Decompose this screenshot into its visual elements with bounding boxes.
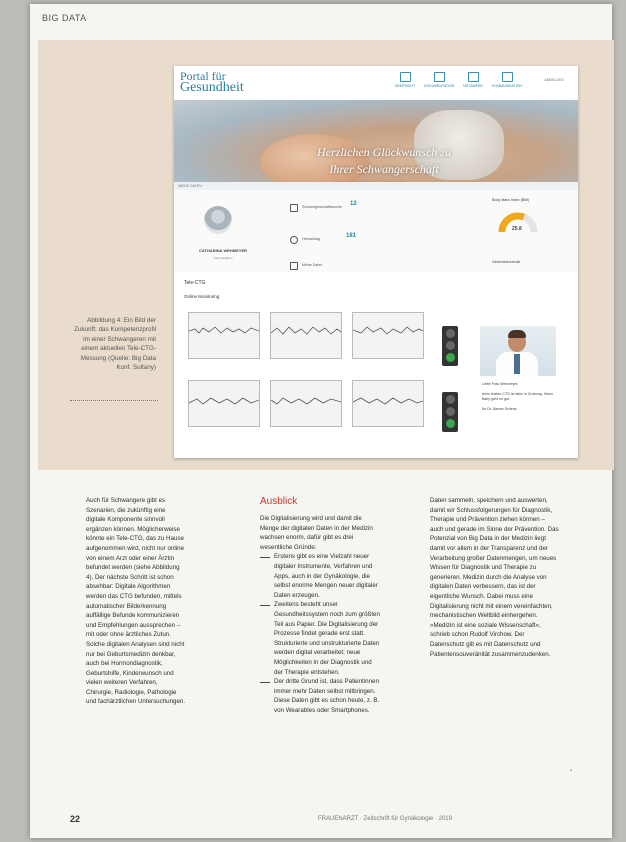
ctg-trace [352, 312, 424, 359]
list-item: Zweitens besteht unser Gesundheitssystem noch zum größten Teil aus Papier. Die Digitalisierung der Prozesse findet gerade erst statt. Strukturierte und unstrukturierte Daten werden digital verarbeitet; neue Möglichkeiten in der Diagnostik und der Therapie entstehen. [260, 600, 380, 677]
nav-overview[interactable]: ÜBERSICHT [390, 72, 420, 88]
page-number: 22 [70, 814, 81, 824]
doctor-photo [480, 326, 556, 376]
figure-caption: Abbildung 4: Ein Bild der Zukunft: das Kompetenzprofil im einer Schwangeren mit einem aktuellen Tele-CTG-Messung (Quelle: Big Data Konf. Sultany) [74, 317, 156, 372]
list-item: Erstens gibt es eine Vielzahl neuer digitaler Instrumente, Verfahren und Apps, auch in der Gynäkologie, die selbst enorme Mengen neuer digitaler Daten erzeugen. [260, 552, 380, 600]
ctg-trace [188, 312, 260, 359]
calendar-icon [290, 204, 298, 212]
profile-info: Geburtsdatum [213, 256, 233, 260]
profile-panel [174, 190, 578, 272]
gauge-title: Body Mass Index (BMI) [492, 198, 530, 202]
avatar [204, 206, 232, 234]
end-mark: ▪ [570, 768, 573, 774]
ctg-trace [270, 312, 342, 359]
article-column-3: Daten sammeln, speichern und auswerten, damit wir Schlussfolgerungen für Diagnostik, Therapie und Prävention ziehen können – auch und gerade im Sinne der Prävention. Das Potenzial von Big Data in der Medizin liegt damit vor allem in der Transparenz und der Verarbeitung großer Datenmengen, um neues Wissen für Diagnostik und Therapie zu generieren. Medizin durch die Analyse von digitalen Daten verbessern, das ist der eigentliche Wunsch. Dabei muss eine Digitalisierung nicht mit einem vereinfachten, mechanistischen Weltbild einhergehen. »Medizin ist eine soziale Wissenschaft«, schrieb schon Rudolf Virchow. Der Datenschutz gilt es mit Datenschutz und Patientensouveränität zusammenzudenken. [430, 497, 559, 658]
logout-link[interactable]: ABMELDEN [544, 78, 564, 82]
page-footer: FRAUENARZT · Zeitschrift für Gynäkologie · 2019 [318, 816, 452, 822]
chat-icon [502, 72, 513, 82]
gauge-footer[interactable]: Gewichtskontrolle [492, 260, 521, 264]
gauge-value: 25.8 [512, 226, 522, 232]
doctor-message: Liebe Frau Wehmeyer, beim letzten CTG ist alles in Ordnung. Ihrem Baby geht es gut. Ihr Dr. Alexan Schenk [482, 382, 553, 411]
stat-week-value: 12 [350, 201, 357, 207]
data-icon [290, 262, 298, 270]
section-heading: Ausblick [260, 496, 298, 507]
ctg-title: Tele-CTG [184, 280, 206, 286]
nav-communication[interactable]: KOMMUNIKATION [492, 72, 522, 88]
portal-header [174, 66, 578, 100]
article-column-2 [260, 496, 380, 715]
ctg-trace [270, 380, 342, 427]
heart-icon [290, 236, 298, 244]
list-item: Der dritte Grund ist, dass Patientinnen immer mehr Daten selbst mitbringen. Diese Daten gibt es schon heute, z. B. von Wearables oder Smartphones. [260, 677, 380, 715]
ctg-panel [174, 276, 578, 458]
ctg-trace [188, 380, 260, 427]
article-column-1: Auch für Schwangere gibt es Szenarien, die zukünftig eine digitale Komponente sinnvoll ergänzen können. Möglicherweise könnte ein Tele-CTG, das zu Hause aufgenommen wird, nicht nur online von einem Arzt oder einer Ärztin befundet werden (siehe Abbildung 4). Der nächste Schritt ist schon absehbar: Digitale Algorithmen werden das CTG befunden, mittels automatischer Bilderkennung auffällige Befunde kommunizieren und Empfehlungen aussprechen – mit oder ohne ärztliches Zutun. Solche digitalen Analysen sind nicht nur bei Geburtsmedizin denkbar, auch bei Hormondiagnostik, Geburtshilfe, Kinderwunsch und vielen weiteren Verfahren, Chirurgie, Radiologie, Pathologie und fachärztlichen Untersuchungen. [86, 497, 186, 706]
network-icon [468, 72, 479, 82]
hero-banner [174, 100, 578, 182]
portal-logo: Portal für Gesundheit [180, 69, 244, 95]
caption-divider [70, 400, 158, 401]
nav-network[interactable]: NETZWERK [458, 72, 488, 88]
nav-documentation[interactable]: DOKUMENTATION [424, 72, 454, 88]
stat-heart-label: Herzschlag [302, 237, 320, 241]
profile-name: CATHARINA WEHMEYER [199, 248, 247, 253]
portal-nav [390, 72, 522, 88]
bmi-gauge [498, 210, 538, 239]
section-strip: MEINE DATEN [174, 182, 578, 190]
stat-data-label[interactable]: Meine Daten [302, 263, 323, 267]
ctg-trace [352, 380, 424, 427]
stat-heart-value: 181 [346, 233, 357, 239]
running-head: BIG DATA [42, 13, 87, 23]
portal-screenshot [174, 66, 578, 458]
traffic-light-icon [442, 392, 458, 432]
stat-week-label: Schwangerschaftswoche [302, 205, 342, 209]
ctg-subtitle: Online Monitoring [184, 294, 220, 299]
document-icon [434, 72, 445, 82]
home-icon [400, 72, 411, 82]
traffic-light-icon [442, 326, 458, 366]
intro-paragraph: Die Digitalisierung wird und damit die Menge der digitalen Daten in der Medizin wachsen enorm, dafür gibt es drei wesentliche Gründe: [260, 515, 373, 551]
hero-greeting: Herzlichen Glückwunsch zu Ihrer Schwangerschaft [317, 145, 451, 176]
